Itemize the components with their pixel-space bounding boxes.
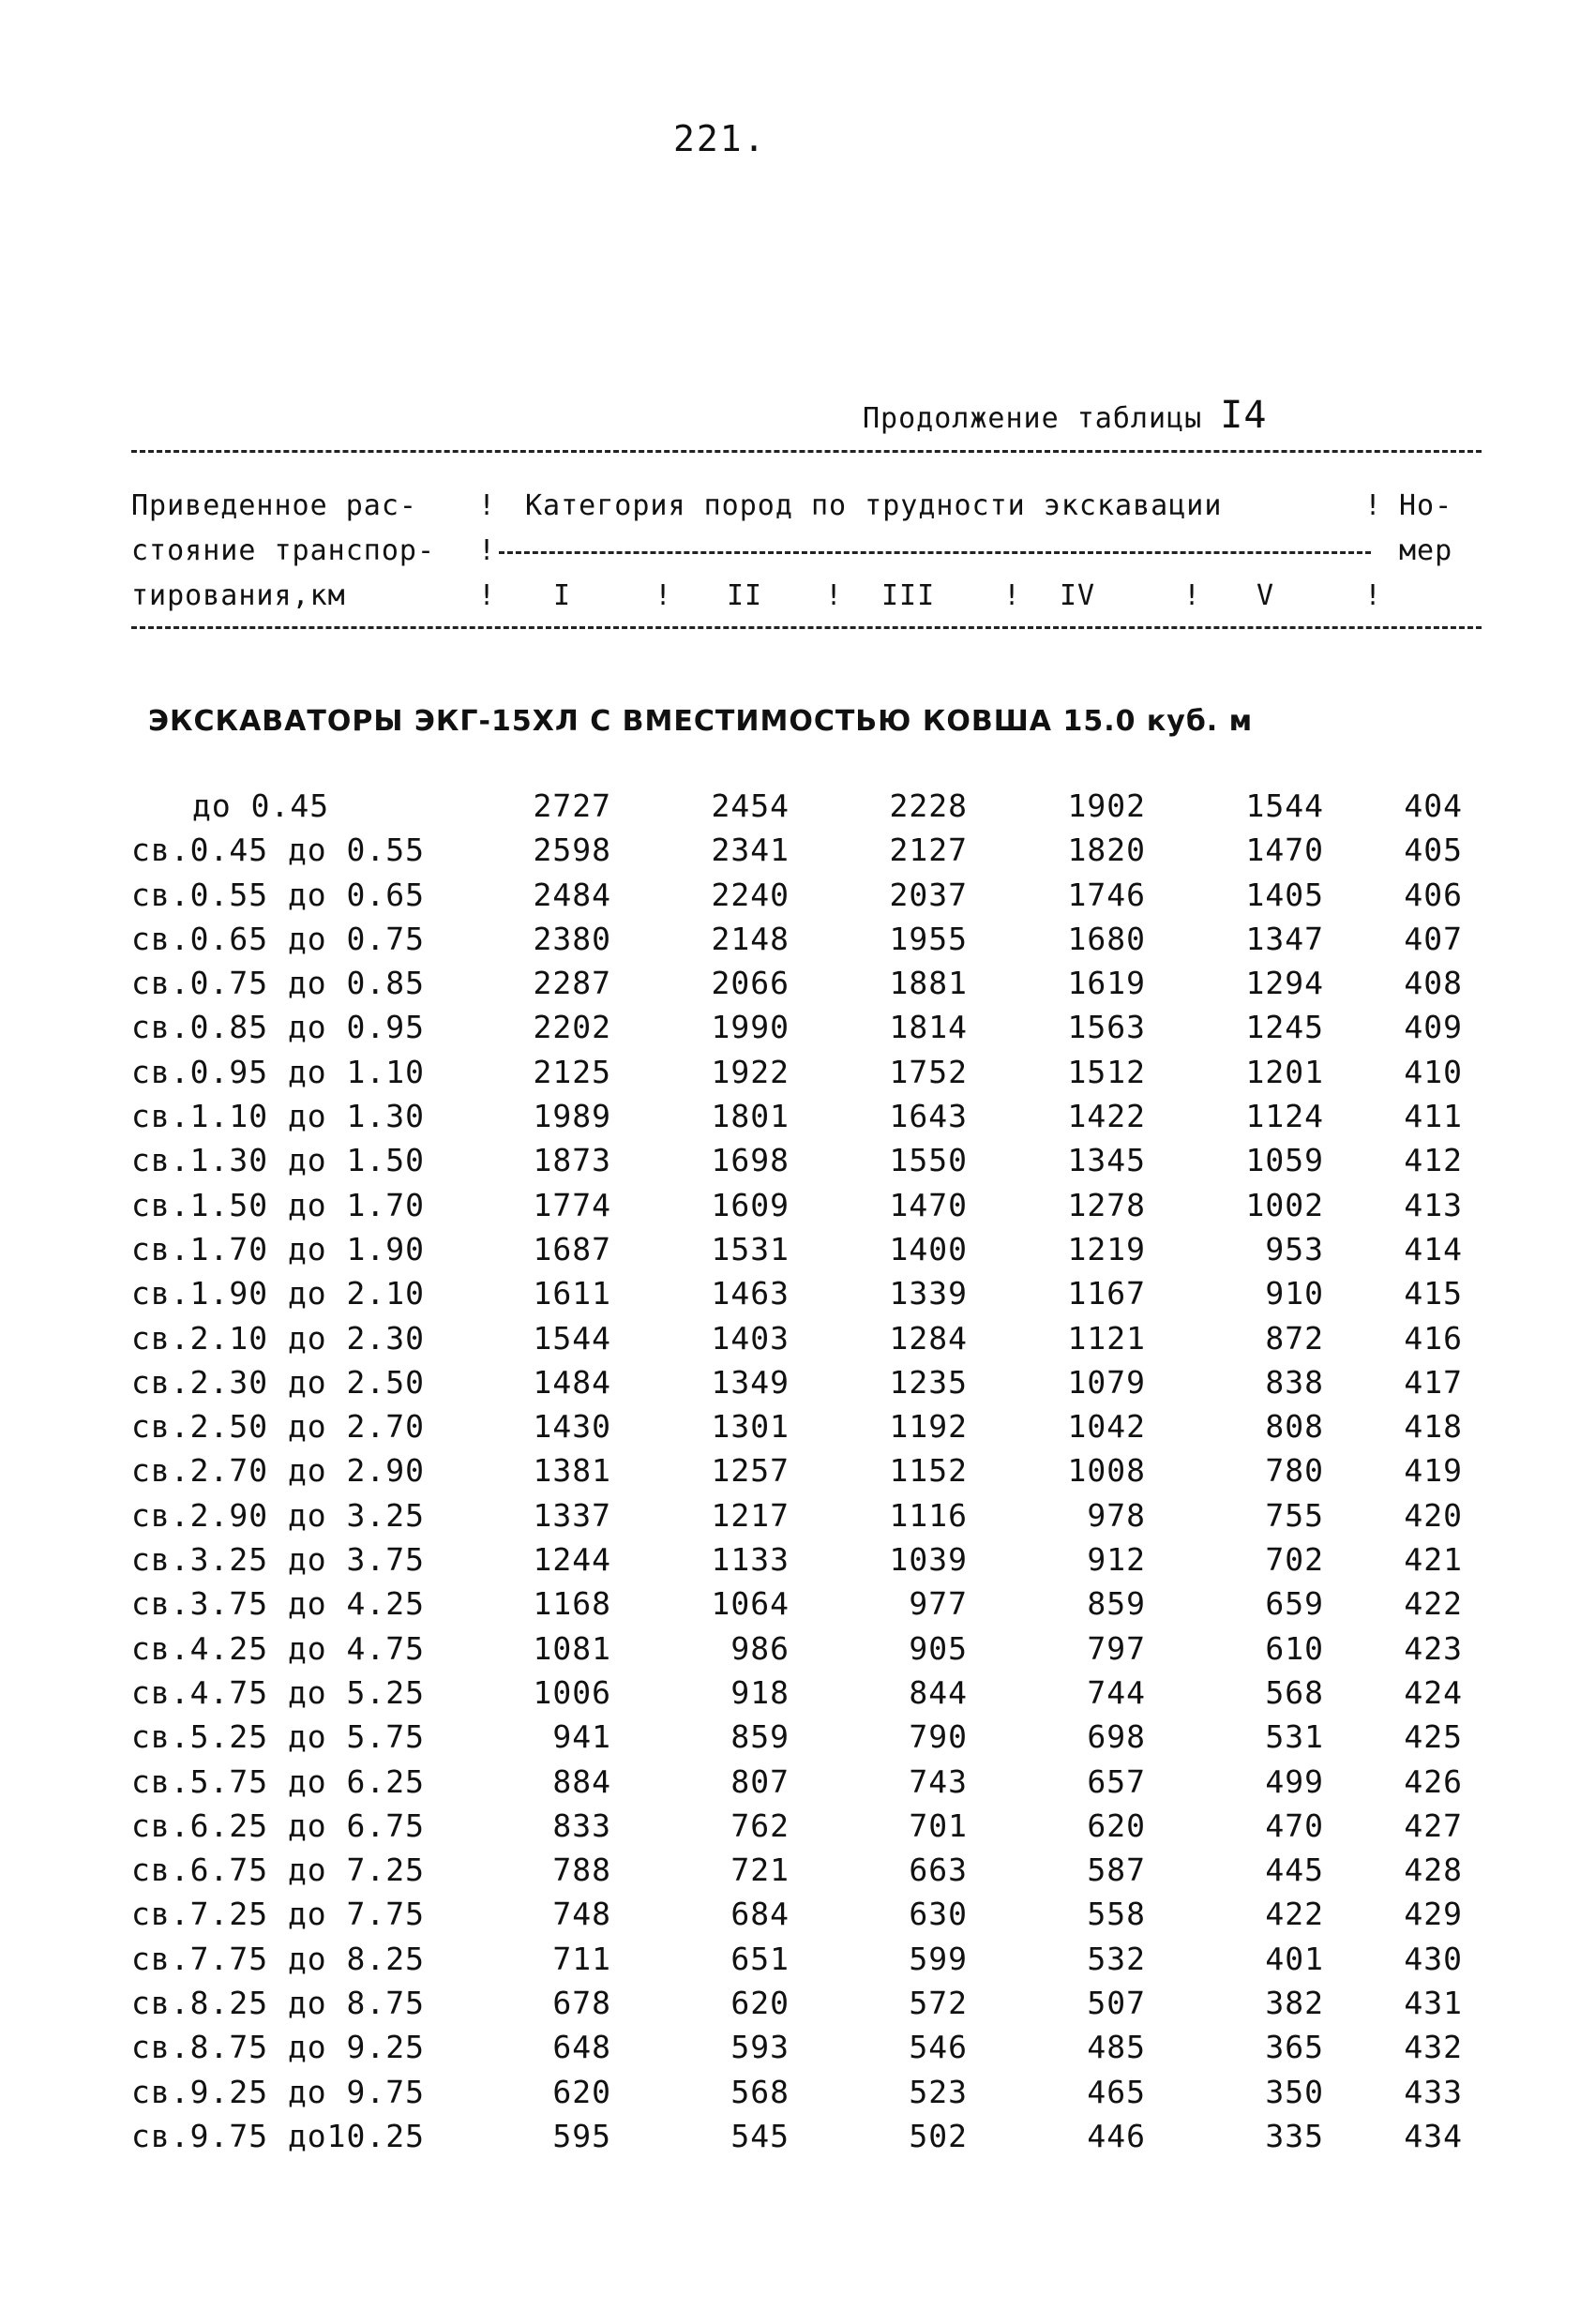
distance-range: св.8.75 до 9.25 xyxy=(131,2029,426,2066)
category-3-value: 977 xyxy=(909,1585,968,1623)
category-3-value: 1400 xyxy=(889,1230,968,1267)
category-3-value: 1235 xyxy=(889,1363,968,1401)
distance-range: св.9.25 до 9.75 xyxy=(131,2073,426,2110)
header-separator: ! xyxy=(478,489,497,522)
header-distance-line2: стояние транспор- xyxy=(131,534,436,567)
category-3-value: 1116 xyxy=(889,1496,968,1534)
header-separator: ! xyxy=(655,579,673,612)
category-3-value: 1152 xyxy=(889,1452,968,1490)
distance-range: св.6.25 до 6.75 xyxy=(131,1807,426,1844)
distance-range: св.0.55 до 0.65 xyxy=(131,876,426,913)
category-3-value: 663 xyxy=(909,1852,968,1889)
category-1-value: 2598 xyxy=(533,832,611,869)
category-2-value: 1257 xyxy=(711,1452,790,1490)
category-4-value: 446 xyxy=(1087,2117,1146,2154)
category-1-value: 1006 xyxy=(533,1673,611,1711)
category-2-value: 1301 xyxy=(711,1408,790,1446)
category-4-value: 587 xyxy=(1087,1852,1146,1889)
distance-range: до 0.45 xyxy=(192,787,330,824)
row-number: 419 xyxy=(1404,1452,1463,1490)
category-4-value: 1079 xyxy=(1067,1363,1146,1401)
category-1-value: 2287 xyxy=(533,965,611,1002)
row-number: 423 xyxy=(1404,1629,1463,1667)
distance-range: св.0.75 до 0.85 xyxy=(131,965,426,1002)
row-number: 426 xyxy=(1404,1762,1463,1800)
category-4-value: 465 xyxy=(1087,2073,1146,2110)
row-number: 412 xyxy=(1404,1142,1463,1179)
category-5-value: 755 xyxy=(1265,1496,1324,1534)
category-2-value: 684 xyxy=(730,1896,790,1933)
row-number: 429 xyxy=(1404,1896,1463,1933)
table-row xyxy=(0,1364,1595,1408)
table-row xyxy=(0,921,1595,965)
category-4-value: 1746 xyxy=(1067,876,1146,913)
category-3-value: 1814 xyxy=(889,1009,968,1046)
header-distance-line1: Приведенное рас- xyxy=(131,489,417,522)
distance-range: св.7.75 до 8.25 xyxy=(131,1940,426,1977)
category-1-value: 1244 xyxy=(533,1541,611,1579)
row-number: 407 xyxy=(1404,920,1463,957)
header-category-4: IV xyxy=(1060,579,1096,612)
row-number: 427 xyxy=(1404,1807,1463,1844)
distance-range: св.0.95 до 1.10 xyxy=(131,1053,426,1090)
category-5-value: 1347 xyxy=(1245,920,1324,957)
category-1-value: 1381 xyxy=(533,1452,611,1490)
category-3-value: 2228 xyxy=(889,787,968,824)
category-2-value: 1403 xyxy=(711,1319,790,1357)
category-1-value: 2125 xyxy=(533,1053,611,1090)
header-separator: ! xyxy=(1183,579,1202,612)
distance-range: св.3.25 до 3.75 xyxy=(131,1541,426,1579)
section-title: ЭКСКАВАТОРЫ ЭКГ-15ХЛ С ВМЕСТИМОСТЬЮ КОВША 15.0 куб. м xyxy=(148,705,1254,738)
category-1-value: 595 xyxy=(552,2117,611,2154)
table-row xyxy=(0,832,1595,876)
category-4-value: 558 xyxy=(1087,1896,1146,1933)
row-number: 420 xyxy=(1404,1496,1463,1534)
header-category-1: I xyxy=(553,579,572,612)
category-4-value: 1219 xyxy=(1067,1230,1146,1267)
row-number: 428 xyxy=(1404,1852,1463,1889)
category-1-value: 884 xyxy=(552,1762,611,1800)
category-4-value: 1680 xyxy=(1067,920,1146,957)
category-5-value: 1201 xyxy=(1245,1053,1324,1090)
category-3-value: 844 xyxy=(909,1673,968,1711)
row-number: 416 xyxy=(1404,1319,1463,1357)
category-3-value: 1284 xyxy=(889,1319,968,1357)
category-3-value: 1881 xyxy=(889,965,968,1002)
category-3-value: 1470 xyxy=(889,1186,968,1223)
distance-range: св.0.45 до 0.55 xyxy=(131,832,426,869)
category-4-value: 1820 xyxy=(1067,832,1146,869)
category-4-value: 485 xyxy=(1087,2029,1146,2066)
category-2-value: 545 xyxy=(730,2117,790,2154)
distance-range: св.8.25 до 8.75 xyxy=(131,1985,426,2022)
category-5-value: 1470 xyxy=(1245,832,1324,869)
header-separator: ! xyxy=(1364,579,1383,612)
category-5-value: 382 xyxy=(1265,1985,1324,2022)
category-3-value: 2037 xyxy=(889,876,968,913)
category-2-value: 859 xyxy=(730,1718,790,1756)
category-3-value: 1550 xyxy=(889,1142,968,1179)
category-2-value: 1922 xyxy=(711,1053,790,1090)
row-number: 414 xyxy=(1404,1230,1463,1267)
page-number: 221. xyxy=(673,118,767,159)
category-5-value: 910 xyxy=(1265,1275,1324,1312)
category-2-value: 1531 xyxy=(711,1230,790,1267)
category-4-value: 1121 xyxy=(1067,1319,1146,1357)
category-2-value: 2066 xyxy=(711,965,790,1002)
row-number: 421 xyxy=(1404,1541,1463,1579)
category-5-value: 470 xyxy=(1265,1807,1324,1844)
row-number: 408 xyxy=(1404,965,1463,1002)
category-4-value: 744 xyxy=(1087,1673,1146,1711)
category-4-value: 1042 xyxy=(1067,1408,1146,1446)
row-number: 411 xyxy=(1404,1098,1463,1135)
category-2-value: 721 xyxy=(730,1852,790,1889)
category-4-value: 698 xyxy=(1087,1718,1146,1756)
category-5-value: 1059 xyxy=(1245,1142,1324,1179)
distance-range: св.2.10 до 2.30 xyxy=(131,1319,426,1357)
category-1-value: 2380 xyxy=(533,920,611,957)
category-4-value: 1902 xyxy=(1067,787,1146,824)
category-3-value: 2127 xyxy=(889,832,968,869)
category-2-value: 986 xyxy=(730,1629,790,1667)
header-separator: ! xyxy=(478,534,497,567)
category-2-value: 620 xyxy=(730,1985,790,2022)
table-row xyxy=(0,1541,1595,1585)
category-3-value: 1339 xyxy=(889,1275,968,1312)
category-1-value: 1774 xyxy=(533,1186,611,1223)
category-5-value: 780 xyxy=(1265,1452,1324,1490)
header-category-rule xyxy=(499,551,1371,554)
category-1-value: 833 xyxy=(552,1807,611,1844)
category-5-value: 1405 xyxy=(1245,876,1324,913)
category-1-value: 1873 xyxy=(533,1142,611,1179)
header-category-3: III xyxy=(881,579,936,612)
distance-range: св.6.75 до 7.25 xyxy=(131,1852,426,1889)
category-1-value: 941 xyxy=(552,1718,611,1756)
category-1-value: 748 xyxy=(552,1896,611,1933)
table-row xyxy=(0,1054,1595,1098)
category-4-value: 657 xyxy=(1087,1762,1146,1800)
row-number: 404 xyxy=(1404,787,1463,824)
distance-range: св.1.50 до 1.70 xyxy=(131,1186,426,1223)
category-3-value: 905 xyxy=(909,1629,968,1667)
row-number: 413 xyxy=(1404,1186,1463,1223)
category-2-value: 1217 xyxy=(711,1496,790,1534)
category-2-value: 1990 xyxy=(711,1009,790,1046)
row-number: 430 xyxy=(1404,1940,1463,1977)
category-1-value: 711 xyxy=(552,1940,611,1977)
category-5-value: 659 xyxy=(1265,1585,1324,1623)
category-3-value: 1955 xyxy=(889,920,968,957)
table-row xyxy=(0,1718,1595,1762)
table-row xyxy=(0,1187,1595,1231)
category-2-value: 1801 xyxy=(711,1098,790,1135)
row-number: 409 xyxy=(1404,1009,1463,1046)
category-1-value: 678 xyxy=(552,1985,611,2022)
row-number: 406 xyxy=(1404,876,1463,913)
header-number-line2: мер xyxy=(1399,534,1453,567)
distance-range: св.2.70 до 2.90 xyxy=(131,1452,426,1490)
category-1-value: 1168 xyxy=(533,1585,611,1623)
category-2-value: 1609 xyxy=(711,1186,790,1223)
category-5-value: 1544 xyxy=(1245,787,1324,824)
category-1-value: 1989 xyxy=(533,1098,611,1135)
category-3-value: 546 xyxy=(909,2029,968,2066)
table-row xyxy=(0,1985,1595,2029)
category-4-value: 1619 xyxy=(1067,965,1146,1002)
category-3-value: 630 xyxy=(909,1896,968,1933)
category-1-value: 2202 xyxy=(533,1009,611,1046)
table-row xyxy=(0,1275,1595,1319)
distance-range: св.7.25 до 7.75 xyxy=(131,1896,426,1933)
table-row xyxy=(0,1852,1595,1896)
table-top-rule xyxy=(131,450,1482,453)
distance-range: св.0.65 до 0.75 xyxy=(131,920,426,957)
distance-range: св.4.25 до 4.75 xyxy=(131,1629,426,1667)
row-number: 417 xyxy=(1404,1363,1463,1401)
distance-range: св.1.10 до 1.30 xyxy=(131,1098,426,1135)
category-5-value: 350 xyxy=(1265,2073,1324,2110)
category-2-value: 2454 xyxy=(711,787,790,824)
category-1-value: 1611 xyxy=(533,1275,611,1312)
category-4-value: 1512 xyxy=(1067,1053,1146,1090)
category-3-value: 523 xyxy=(909,2073,968,2110)
category-4-value: 1278 xyxy=(1067,1186,1146,1223)
category-5-value: 610 xyxy=(1265,1629,1324,1667)
row-number: 415 xyxy=(1404,1275,1463,1312)
category-3-value: 790 xyxy=(909,1718,968,1756)
header-separator: ! xyxy=(1364,489,1383,522)
category-5-value: 445 xyxy=(1265,1852,1324,1889)
category-5-value: 808 xyxy=(1265,1408,1324,1446)
category-4-value: 1563 xyxy=(1067,1009,1146,1046)
table-row xyxy=(0,1452,1595,1496)
category-1-value: 1484 xyxy=(533,1363,611,1401)
category-1-value: 2484 xyxy=(533,876,611,913)
category-2-value: 1698 xyxy=(711,1142,790,1179)
category-3-value: 1752 xyxy=(889,1053,968,1090)
category-4-value: 1422 xyxy=(1067,1098,1146,1135)
distance-range: св.9.75 до10.25 xyxy=(131,2117,426,2154)
category-2-value: 651 xyxy=(730,1940,790,1977)
category-1-value: 1337 xyxy=(533,1496,611,1534)
category-2-value: 918 xyxy=(730,1673,790,1711)
table-row xyxy=(0,2074,1595,2118)
category-2-value: 1463 xyxy=(711,1275,790,1312)
table-header-bottom-rule xyxy=(131,626,1482,629)
category-1-value: 1081 xyxy=(533,1629,611,1667)
category-4-value: 912 xyxy=(1087,1541,1146,1579)
table-row xyxy=(0,787,1595,832)
category-1-value: 620 xyxy=(552,2073,611,2110)
category-5-value: 499 xyxy=(1265,1762,1324,1800)
category-3-value: 502 xyxy=(909,2117,968,2154)
category-5-value: 1124 xyxy=(1245,1098,1324,1135)
row-number: 418 xyxy=(1404,1408,1463,1446)
row-number: 424 xyxy=(1404,1673,1463,1711)
table-row xyxy=(0,1408,1595,1452)
category-3-value: 599 xyxy=(909,1940,968,1977)
row-number: 410 xyxy=(1404,1053,1463,1090)
table-row xyxy=(0,1585,1595,1629)
distance-range: св.2.50 до 2.70 xyxy=(131,1408,426,1446)
row-number: 422 xyxy=(1404,1585,1463,1623)
distance-range: св.1.90 до 2.10 xyxy=(131,1275,426,1312)
category-1-value: 2727 xyxy=(533,787,611,824)
table-row xyxy=(0,1098,1595,1142)
category-5-value: 365 xyxy=(1265,2029,1324,2066)
category-1-value: 648 xyxy=(552,2029,611,2066)
category-3-value: 701 xyxy=(909,1807,968,1844)
continuation-label: Продолжение таблицы xyxy=(863,402,1203,435)
table-row xyxy=(0,1763,1595,1807)
table-row xyxy=(0,965,1595,1009)
row-number: 433 xyxy=(1404,2073,1463,2110)
category-2-value: 2148 xyxy=(711,920,790,957)
category-2-value: 593 xyxy=(730,2029,790,2066)
header-separator: ! xyxy=(825,579,844,612)
category-2-value: 1133 xyxy=(711,1541,790,1579)
table-row xyxy=(0,1142,1595,1186)
table-row xyxy=(0,1807,1595,1852)
category-1-value: 1544 xyxy=(533,1319,611,1357)
row-number: 405 xyxy=(1404,832,1463,869)
row-number: 432 xyxy=(1404,2029,1463,2066)
table-row xyxy=(0,1941,1595,1985)
table-row xyxy=(0,1896,1595,1940)
category-2-value: 2341 xyxy=(711,832,790,869)
header-number-line1: Но- xyxy=(1399,489,1453,522)
category-3-value: 1192 xyxy=(889,1408,968,1446)
row-number: 434 xyxy=(1404,2117,1463,2154)
distance-range: св.2.30 до 2.50 xyxy=(131,1363,426,1401)
table-row xyxy=(0,1320,1595,1364)
category-5-value: 1245 xyxy=(1245,1009,1324,1046)
category-1-value: 1687 xyxy=(533,1230,611,1267)
category-4-value: 978 xyxy=(1087,1496,1146,1534)
category-5-value: 1002 xyxy=(1245,1186,1324,1223)
distance-range: св.0.85 до 0.95 xyxy=(131,1009,426,1046)
category-5-value: 568 xyxy=(1265,1673,1324,1711)
table-row xyxy=(0,1497,1595,1541)
table-row xyxy=(0,2118,1595,2162)
table-row xyxy=(0,1630,1595,1674)
category-2-value: 1064 xyxy=(711,1585,790,1623)
header-separator: ! xyxy=(1003,579,1022,612)
category-3-value: 1643 xyxy=(889,1098,968,1135)
category-5-value: 1294 xyxy=(1245,965,1324,1002)
header-category-2: II xyxy=(727,579,763,612)
category-5-value: 872 xyxy=(1265,1319,1324,1357)
header-category-title: Категория пород по трудности экскавации xyxy=(525,489,1223,522)
header-distance-line3: тирования,км xyxy=(131,579,346,612)
table-body xyxy=(0,787,1595,2162)
category-4-value: 532 xyxy=(1087,1940,1146,1977)
category-1-value: 788 xyxy=(552,1852,611,1889)
distance-range: св.2.90 до 3.25 xyxy=(131,1496,426,1534)
category-2-value: 807 xyxy=(730,1762,790,1800)
category-5-value: 953 xyxy=(1265,1230,1324,1267)
category-1-value: 1430 xyxy=(533,1408,611,1446)
category-2-value: 568 xyxy=(730,2073,790,2110)
header-category-5: V xyxy=(1256,579,1275,612)
category-4-value: 1345 xyxy=(1067,1142,1146,1179)
category-4-value: 859 xyxy=(1087,1585,1146,1623)
table-row xyxy=(0,1674,1595,1718)
header-separator: ! xyxy=(478,579,497,612)
category-2-value: 1349 xyxy=(711,1363,790,1401)
row-number: 431 xyxy=(1404,1985,1463,2022)
distance-range: св.1.30 до 1.50 xyxy=(131,1142,426,1179)
category-4-value: 797 xyxy=(1087,1629,1146,1667)
row-number: 425 xyxy=(1404,1718,1463,1756)
category-4-value: 620 xyxy=(1087,1807,1146,1844)
table-row xyxy=(0,1231,1595,1275)
category-3-value: 572 xyxy=(909,1985,968,2022)
distance-range: св.4.75 до 5.25 xyxy=(131,1673,426,1711)
category-3-value: 1039 xyxy=(889,1541,968,1579)
category-2-value: 2240 xyxy=(711,876,790,913)
table-number: I4 xyxy=(1220,394,1268,437)
category-3-value: 743 xyxy=(909,1762,968,1800)
distance-range: св.1.70 до 1.90 xyxy=(131,1230,426,1267)
category-5-value: 702 xyxy=(1265,1541,1324,1579)
distance-range: св.5.25 до 5.75 xyxy=(131,1718,426,1756)
category-5-value: 401 xyxy=(1265,1940,1324,1977)
table-row xyxy=(0,1009,1595,1053)
category-5-value: 838 xyxy=(1265,1363,1324,1401)
category-2-value: 762 xyxy=(730,1807,790,1844)
category-5-value: 335 xyxy=(1265,2117,1324,2154)
table-continuation-caption xyxy=(863,394,1267,437)
category-4-value: 507 xyxy=(1087,1985,1146,2022)
category-5-value: 422 xyxy=(1265,1896,1324,1933)
table-row xyxy=(0,2029,1595,2073)
category-5-value: 531 xyxy=(1265,1718,1324,1756)
distance-range: св.3.75 до 4.25 xyxy=(131,1585,426,1623)
category-4-value: 1008 xyxy=(1067,1452,1146,1490)
category-4-value: 1167 xyxy=(1067,1275,1146,1312)
table-row xyxy=(0,877,1595,921)
distance-range: св.5.75 до 6.25 xyxy=(131,1762,426,1800)
